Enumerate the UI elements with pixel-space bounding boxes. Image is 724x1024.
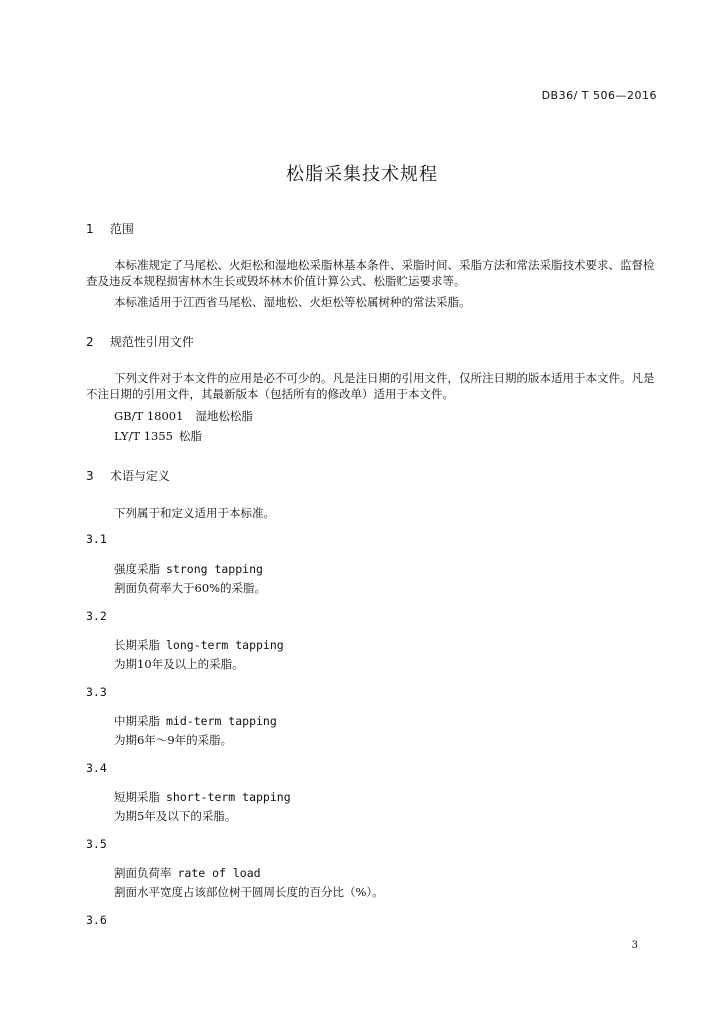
section-3-heading (86, 467, 170, 484)
reference-ly-t-1355 (114, 428, 202, 444)
term-number: 3.4 (86, 761, 107, 775)
reference-gb-t-18001 (114, 408, 253, 424)
section-2-heading (86, 333, 194, 350)
section-number: 1 (86, 222, 94, 236)
term-zh: 强度采脂 (114, 562, 160, 576)
document-title: 松脂采集技术规程 (286, 164, 438, 185)
term-definition: 割面水平宽度占该部位树干圆周长度的百分比（%）。 (114, 885, 384, 899)
section-title: 范围 (109, 222, 134, 236)
term-number: 3.1 (86, 532, 107, 546)
reference-code: GB/T 18001 (114, 409, 184, 423)
term-number: 3.2 (86, 609, 107, 623)
section-title: 术语与定义 (109, 469, 170, 483)
section-number: 2 (86, 335, 94, 349)
term-en: rate of load (177, 866, 261, 880)
section-1-paragraph-1: 本标准规定了马尾松、火炬松和湿地松采脂林基本条件、采脂时间、采脂方法和常法采脂技术要求、监督检查及违反本规程损害林木生长或毁坏林木价值计算公式、松脂贮运要求等。 (86, 258, 655, 288)
term-zh: 短期采脂 (114, 790, 160, 804)
reference-code: LY/T 1355 (114, 429, 173, 443)
term-definition: 为期6年～9年的采脂。 (114, 733, 233, 747)
term-long-term-tapping (114, 637, 284, 653)
term-definition: 为期10年及以上的采脂。 (114, 657, 244, 671)
term-en: long-term tapping (166, 638, 284, 652)
section-3-paragraph-1: 下列属于和定义适用于本标准。 (114, 506, 275, 520)
term-definition: 割面负荷率大于60%的采脂。 (114, 581, 267, 595)
term-zh: 长期采脂 (114, 638, 160, 652)
term-rate-of-load (114, 865, 261, 881)
section-1-paragraph-2: 本标准适用于江西省马尾松、湿地松、火炬松等松属树种的常法采脂。 (114, 295, 471, 309)
section-title: 规范性引用文件 (109, 335, 194, 349)
term-zh: 割面负荷率 (114, 866, 172, 880)
term-number: 3.5 (86, 837, 107, 851)
term-en: short-term tapping (166, 790, 291, 804)
term-number: 3.3 (86, 685, 107, 699)
term-number: 3.6 (86, 913, 107, 927)
standard-code: DB36/ T 506—2016 (541, 89, 657, 102)
term-mid-term-tapping (114, 713, 277, 729)
term-definition: 为期5年及以下的采脂。 (114, 809, 237, 823)
section-2-paragraph-1: 下列文件对于本文件的应用是必不可少的。凡是注日期的引用文件，仅所注日期的版本适用于本文件。凡是不注日期的引用文件，其最新版本（包括所有的修改单）适用于本文件。 (86, 371, 655, 401)
term-strong-tapping (114, 561, 263, 577)
section-1-heading (86, 220, 134, 237)
reference-name: 湿地松松脂 (195, 409, 253, 423)
term-en: mid-term tapping (166, 714, 277, 728)
page-number: 3 (631, 940, 638, 951)
term-zh: 中期采脂 (114, 714, 160, 728)
reference-name: 松脂 (178, 429, 202, 443)
section-number: 3 (86, 469, 94, 483)
term-en: strong tapping (166, 562, 263, 576)
term-short-term-tapping (114, 789, 291, 805)
